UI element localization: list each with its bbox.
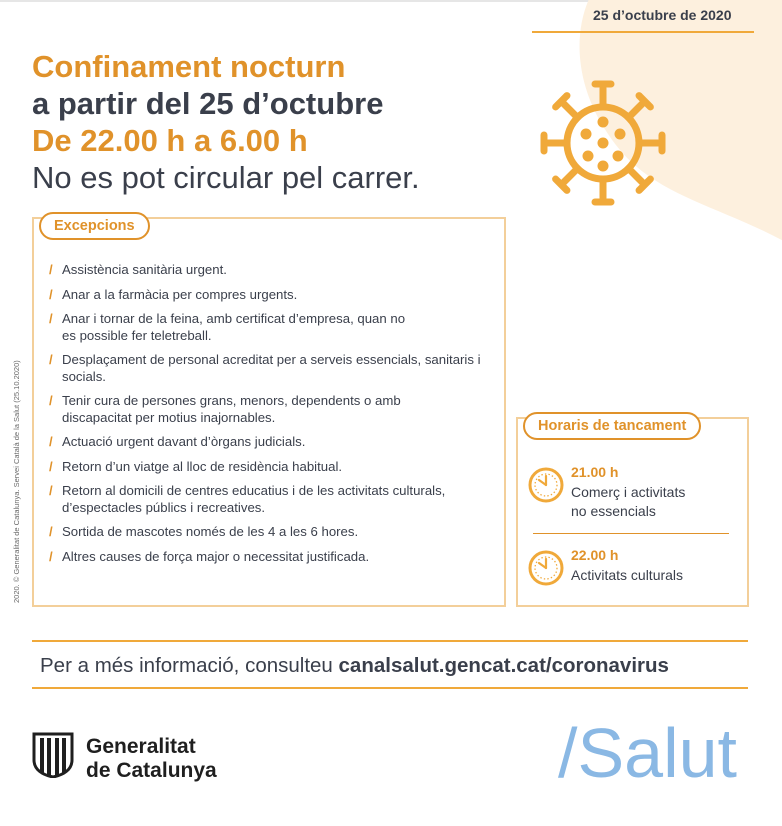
schedule-description: Comerç i activitats no essencials — [571, 484, 686, 519]
title-line-4: No es pot circular pel carrer. — [32, 160, 420, 195]
schedule-time: 22.00 h — [571, 547, 619, 563]
copyright-credit: 2020. © Generalitat de Catalunya. Servei Català de la Salut (25.10.2020) — [12, 360, 21, 603]
list-item: / Actuació urgent davant d’òrgans judicials. — [49, 434, 306, 449]
date-divider — [532, 31, 754, 33]
title-line-2: a partir del 25 d’octubre — [32, 86, 384, 121]
schedule-time: 21.00 h — [571, 464, 619, 480]
list-item: / Sortida de mascotes només de les 4 a les 6 hores. — [49, 524, 359, 539]
list-item: / Desplaçament de personal acreditat per a serveis essencials, sanitaris i socials. — [49, 352, 481, 384]
generalitat-logo-icon — [31, 730, 75, 778]
schedule-item — [527, 464, 737, 524]
list-item: / Tenir cura de persones grans, menors, dependents o amb discapacitat per motius inajornables. — [49, 393, 401, 425]
list-item: / Anar a la farmàcia per compres urgents. — [49, 286, 298, 302]
clock-icon — [527, 549, 565, 587]
list-item: / Anar i tornar de la feina, amb certificat d’empresa, quan no es possible fer teletreball. — [49, 311, 406, 343]
more-info-link[interactable]: canalsalut.gencat.cat/coronavirus — [338, 654, 669, 677]
more-info-text: Per a més informació, consulteu — [40, 654, 339, 677]
schedule-description: Activitats culturals — [571, 567, 684, 583]
schedule-item — [527, 547, 737, 592]
exceptions-list — [49, 262, 499, 573]
info-divider-top — [32, 640, 748, 642]
title-line-3: De 22.00 h a 6.00 h — [32, 123, 308, 158]
clock-icon — [527, 466, 565, 504]
closing-hours-label: Horaris de tancament — [523, 412, 701, 440]
list-item: / Altres causes de força major o necessitat justificada. — [49, 548, 370, 564]
schedule-divider — [533, 533, 729, 534]
salut-wordmark: /Salut — [558, 714, 737, 792]
exceptions-label: Excepcions — [39, 212, 150, 240]
more-info-line — [40, 654, 669, 678]
title-line-1: Confinament nocturn — [32, 49, 346, 84]
list-item: / Assistència sanitària urgent. — [49, 262, 227, 277]
generalitat-wordmark: Generalitat de Catalunya — [86, 735, 217, 782]
publication-date: 25 d’octubre de 2020 — [593, 7, 732, 23]
list-item: / Retorn d’un viatge al lloc de residència habitual. — [49, 458, 343, 474]
list-item: / Retorn al domicili de centres educatius i de les activitats culturals, d’espectacles públics i recreatives. — [49, 483, 446, 515]
info-divider-bottom — [32, 687, 748, 689]
page-title — [32, 48, 420, 196]
virus-icon — [536, 76, 670, 210]
